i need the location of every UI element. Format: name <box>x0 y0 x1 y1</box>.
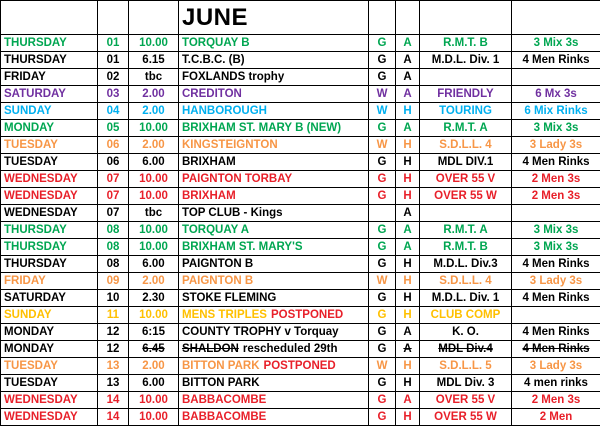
fixture-venue: H <box>396 103 420 120</box>
fixture-ground: G <box>369 239 396 256</box>
fixture-format <box>512 205 600 222</box>
fixture-time: 10.00 <box>129 120 179 137</box>
fixture-opponent <box>179 324 369 341</box>
fixture-time: 6.00 <box>129 154 179 171</box>
fixture-venue: H <box>396 358 420 375</box>
fixture-time: 6.45 <box>129 341 179 358</box>
fixture-format: 4 Men Rinks <box>512 52 600 69</box>
fixture-date: 02 <box>98 69 129 86</box>
opponent-name: STOKE FLEMING <box>182 292 276 304</box>
fixture-ground: W <box>369 86 396 103</box>
fixture-venue: A <box>396 341 420 358</box>
fixture-format: 3 Mix 3s <box>512 222 600 239</box>
fixture-format: 3 Mix 3s <box>512 239 600 256</box>
fixture-day: THURSDAY <box>1 35 98 52</box>
fixture-format: 4 Men Rinks <box>512 154 600 171</box>
fixture-opponent <box>179 290 369 307</box>
fixture-opponent <box>179 239 369 256</box>
fixture-day: SATURDAY <box>1 290 98 307</box>
fixture-opponent <box>179 392 369 409</box>
fixture-venue: H <box>396 188 420 205</box>
fixture-format <box>512 69 600 86</box>
fixture-opponent <box>179 86 369 103</box>
fixture-day: WEDNESDAY <box>1 188 98 205</box>
fixture-ground: G <box>369 392 396 409</box>
fixture-day: THURSDAY <box>1 256 98 273</box>
fixture-row <box>1 188 600 205</box>
fixture-ground: G <box>369 222 396 239</box>
opponent-name: CREDITON <box>182 88 242 100</box>
fixture-day: WEDNESDAY <box>1 392 98 409</box>
fixture-ground: G <box>369 35 396 52</box>
opponent-name: TOP CLUB - Kings <box>182 207 283 219</box>
header-cell-date <box>98 1 129 35</box>
fixture-opponent <box>179 154 369 171</box>
fixture-opponent <box>179 375 369 392</box>
fixture-format: 3 Mix 3s <box>512 120 600 137</box>
fixture-note: rescheduled 29th <box>243 343 338 355</box>
opponent-name: BRIXHAM ST. MARY B (NEW) <box>182 122 341 134</box>
fixture-row <box>1 341 600 358</box>
fixture-opponent <box>179 222 369 239</box>
opponent-name: PAIGNTON B <box>182 275 253 287</box>
fixture-opponent <box>179 341 369 358</box>
fixture-competition: K. O. <box>420 324 512 341</box>
fixture-format: 4 Men Rinks <box>512 256 600 273</box>
fixture-row <box>1 358 600 375</box>
fixture-time: 10.00 <box>129 171 179 188</box>
fixture-time: tbc <box>129 205 179 222</box>
fixture-date: 06 <box>98 137 129 154</box>
fixture-row <box>1 409 600 426</box>
fixture-date: 03 <box>98 86 129 103</box>
fixture-opponent <box>179 137 369 154</box>
fixture-time: 6.00 <box>129 375 179 392</box>
fixture-date: 11 <box>98 307 129 324</box>
fixture-time: tbc <box>129 69 179 86</box>
fixture-format: 3 Lady 3s <box>512 358 600 375</box>
fixture-venue: A <box>396 120 420 137</box>
fixture-format: 2 Men 3s <box>512 171 600 188</box>
month-title: JUNE <box>179 1 369 35</box>
fixture-row <box>1 154 600 171</box>
fixture-ground <box>369 205 396 222</box>
fixture-format: 2 Men <box>512 409 600 426</box>
fixture-format <box>512 307 600 324</box>
fixture-venue: H <box>396 171 420 188</box>
fixture-ground: W <box>369 273 396 290</box>
fixture-ground: W <box>369 103 396 120</box>
fixture-row <box>1 35 600 52</box>
fixture-date: 01 <box>98 35 129 52</box>
fixture-ground: G <box>369 290 396 307</box>
fixture-venue: H <box>396 290 420 307</box>
fixture-list <box>1 1 600 426</box>
fixture-row <box>1 290 600 307</box>
fixture-ground: G <box>369 154 396 171</box>
fixture-date: 07 <box>98 188 129 205</box>
fixture-opponent <box>179 307 369 324</box>
fixture-format: 4 Men Rinks <box>512 324 600 341</box>
fixture-format: 3 Mix 3s <box>512 35 600 52</box>
fixture-venue: A <box>396 52 420 69</box>
fixture-competition: S.D.L.L. 4 <box>420 273 512 290</box>
fixture-day: THURSDAY <box>1 222 98 239</box>
fixture-time: 10.00 <box>129 239 179 256</box>
fixture-day: WEDNESDAY <box>1 205 98 222</box>
fixture-opponent <box>179 409 369 426</box>
header-cell-venue <box>396 1 420 35</box>
fixture-competition: M.D.L. Div. 1 <box>420 290 512 307</box>
fixture-format: 2 Men 3s <box>512 188 600 205</box>
fixture-competition: OVER 55 W <box>420 188 512 205</box>
fixture-date: 12 <box>98 341 129 358</box>
fixture-day: SUNDAY <box>1 307 98 324</box>
fixture-time: 2.30 <box>129 290 179 307</box>
opponent-name: BRIXHAM <box>182 190 236 202</box>
fixture-time: 2.00 <box>129 137 179 154</box>
fixture-time: 2.00 <box>129 358 179 375</box>
fixture-ground: G <box>369 256 396 273</box>
fixture-competition: OVER 55 W <box>420 409 512 426</box>
fixture-venue: H <box>396 307 420 324</box>
fixture-opponent <box>179 205 369 222</box>
header-cell-format <box>512 1 600 35</box>
fixture-time: 6.15 <box>129 52 179 69</box>
fixture-venue: A <box>396 239 420 256</box>
fixture-venue: A <box>396 392 420 409</box>
header-row <box>1 1 600 35</box>
fixture-note: POSTPONED <box>264 360 336 372</box>
opponent-name: TORQUAY A <box>182 224 249 236</box>
fixture-day: TUESDAY <box>1 154 98 171</box>
fixture-opponent <box>179 35 369 52</box>
opponent-name: KINGSTEIGNTON <box>182 139 278 151</box>
fixture-venue: H <box>396 375 420 392</box>
opponent-name: HANBOROUGH <box>182 105 267 117</box>
opponent-name: BRIXHAM <box>182 156 236 168</box>
fixture-format: 6 Mx 3s <box>512 86 600 103</box>
fixture-row <box>1 256 600 273</box>
fixture-venue: A <box>396 324 420 341</box>
fixture-row <box>1 273 600 290</box>
fixture-ground: G <box>369 409 396 426</box>
fixture-date: 13 <box>98 358 129 375</box>
fixture-venue: A <box>396 222 420 239</box>
fixture-date: 07 <box>98 205 129 222</box>
fixture-day: THURSDAY <box>1 239 98 256</box>
fixture-venue: A <box>396 69 420 86</box>
fixture-ground: G <box>369 341 396 358</box>
fixture-row <box>1 392 600 409</box>
opponent-name: BABBACOMBE <box>182 411 266 423</box>
fixture-row <box>1 69 600 86</box>
fixture-row <box>1 239 600 256</box>
fixture-opponent <box>179 120 369 137</box>
opponent-name: T.C.B.C. (B) <box>182 54 245 66</box>
fixture-ground: G <box>369 375 396 392</box>
fixture-row <box>1 86 600 103</box>
fixture-ground: G <box>369 307 396 324</box>
fixture-opponent <box>179 188 369 205</box>
fixture-row <box>1 137 600 154</box>
fixture-day: TUESDAY <box>1 375 98 392</box>
opponent-name: BABBACOMBE <box>182 394 266 406</box>
fixture-date: 12 <box>98 324 129 341</box>
fixture-time: 2.00 <box>129 273 179 290</box>
fixture-day: FRIDAY <box>1 273 98 290</box>
fixture-day: TUESDAY <box>1 137 98 154</box>
fixture-opponent <box>179 273 369 290</box>
fixture-day: MONDAY <box>1 324 98 341</box>
fixture-competition: TOURING <box>420 103 512 120</box>
header-cell-time <box>129 1 179 35</box>
fixture-time: 6.00 <box>129 256 179 273</box>
fixture-day: WEDNESDAY <box>1 409 98 426</box>
fixture-competition: MDL DIV.1 <box>420 154 512 171</box>
fixture-format: 3 Lady 3s <box>512 137 600 154</box>
fixture-competition: R.M.T. A <box>420 120 512 137</box>
fixture-competition: M.D.L. Div.3 <box>420 256 512 273</box>
fixture-time: 10.00 <box>129 188 179 205</box>
fixture-competition: CLUB COMP <box>420 307 512 324</box>
fixture-row <box>1 205 600 222</box>
fixture-format: 3 Lady 3s <box>512 273 600 290</box>
fixture-venue: H <box>396 273 420 290</box>
opponent-name: MENS TRIPLES <box>182 309 267 321</box>
fixture-date: 01 <box>98 52 129 69</box>
fixture-ground: W <box>369 137 396 154</box>
header-cell-comp <box>420 1 512 35</box>
fixture-opponent <box>179 358 369 375</box>
fixture-competition: R.M.T. B <box>420 239 512 256</box>
fixture-competition: R.M.T. B <box>420 35 512 52</box>
fixture-opponent <box>179 171 369 188</box>
fixture-time: 10.00 <box>129 222 179 239</box>
fixture-format: 2 Men 3s <box>512 392 600 409</box>
fixture-row <box>1 52 600 69</box>
fixture-format: 6 Mix Rinks <box>512 103 600 120</box>
fixture-venue: H <box>396 256 420 273</box>
fixture-day: WEDNESDAY <box>1 171 98 188</box>
fixture-ground: G <box>369 69 396 86</box>
fixture-row <box>1 222 600 239</box>
fixture-day: SUNDAY <box>1 103 98 120</box>
fixture-date: 13 <box>98 375 129 392</box>
opponent-name: BITTON PARK <box>182 360 260 372</box>
fixture-date: 09 <box>98 273 129 290</box>
fixture-opponent <box>179 103 369 120</box>
fixture-opponent <box>179 69 369 86</box>
fixture-competition: M.D.L. Div. 1 <box>420 52 512 69</box>
opponent-name: FOXLANDS trophy <box>182 71 284 83</box>
fixture-competition: OVER 55 V <box>420 171 512 188</box>
fixture-date: 08 <box>98 222 129 239</box>
fixture-ground: G <box>369 324 396 341</box>
fixture-date: 14 <box>98 392 129 409</box>
fixture-time: 10.00 <box>129 409 179 426</box>
fixture-opponent <box>179 52 369 69</box>
opponent-name: PAIGNTON B <box>182 258 253 270</box>
fixture-competition <box>420 69 512 86</box>
fixture-time: 2.00 <box>129 86 179 103</box>
fixture-date: 08 <box>98 239 129 256</box>
fixture-competition: S.D.L.L. 5 <box>420 358 512 375</box>
fixture-row <box>1 307 600 324</box>
fixture-ground: G <box>369 52 396 69</box>
fixture-date: 06 <box>98 154 129 171</box>
fixture-date: 05 <box>98 120 129 137</box>
opponent-name: PAIGNTON TORBAY <box>182 173 292 185</box>
fixture-opponent <box>179 256 369 273</box>
fixture-row <box>1 103 600 120</box>
fixture-row <box>1 375 600 392</box>
fixture-venue: H <box>396 154 420 171</box>
fixture-date: 04 <box>98 103 129 120</box>
opponent-name: TORQUAY B <box>182 37 250 49</box>
fixture-format: 4 Men Rinks <box>512 341 600 358</box>
opponent-name: SHALDON <box>182 343 239 355</box>
fixture-format: 4 men rinks <box>512 375 600 392</box>
fixture-date: 08 <box>98 256 129 273</box>
fixture-competition: FRIENDLY <box>420 86 512 103</box>
fixture-day: SATURDAY <box>1 86 98 103</box>
fixture-day: THURSDAY <box>1 52 98 69</box>
fixture-date: 10 <box>98 290 129 307</box>
fixture-venue: A <box>396 86 420 103</box>
fixture-ground: G <box>369 188 396 205</box>
fixture-row <box>1 171 600 188</box>
fixture-ground: W <box>369 358 396 375</box>
fixture-date: 14 <box>98 409 129 426</box>
fixture-ground: G <box>369 120 396 137</box>
fixture-date: 07 <box>98 171 129 188</box>
fixture-time: 10.00 <box>129 392 179 409</box>
fixture-competition: MDL Div.4 <box>420 341 512 358</box>
fixture-format: 4 Men Rinks <box>512 290 600 307</box>
fixture-time: 6:15 <box>129 324 179 341</box>
opponent-name: BITTON PARK <box>182 377 260 389</box>
header-cell-ground <box>369 1 396 35</box>
opponent-name: COUNTY TROPHY v Torquay <box>182 326 339 338</box>
fixture-day: TUESDAY <box>1 358 98 375</box>
fixture-competition: S.D.L.L. 4 <box>420 137 512 154</box>
fixture-day: FRIDAY <box>1 69 98 86</box>
fixture-competition: OVER 55 V <box>420 392 512 409</box>
fixture-competition <box>420 205 512 222</box>
fixture-venue: H <box>396 137 420 154</box>
fixture-time: 2.00 <box>129 103 179 120</box>
fixture-competition: R.M.T. A <box>420 222 512 239</box>
fixture-venue: H <box>396 409 420 426</box>
fixture-competition: MDL Div. 3 <box>420 375 512 392</box>
fixture-time: 10.00 <box>129 307 179 324</box>
fixture-row <box>1 120 600 137</box>
header-cell-day <box>1 1 98 35</box>
fixture-venue: A <box>396 35 420 52</box>
fixture-venue: A <box>396 205 420 222</box>
opponent-name: BRIXHAM ST. MARY'S <box>182 241 303 253</box>
fixture-row <box>1 324 600 341</box>
fixture-day: MONDAY <box>1 341 98 358</box>
fixture-day: MONDAY <box>1 120 98 137</box>
fixture-time: 10.00 <box>129 35 179 52</box>
fixture-ground: G <box>369 171 396 188</box>
fixture-note: POSTPONED <box>271 309 343 321</box>
